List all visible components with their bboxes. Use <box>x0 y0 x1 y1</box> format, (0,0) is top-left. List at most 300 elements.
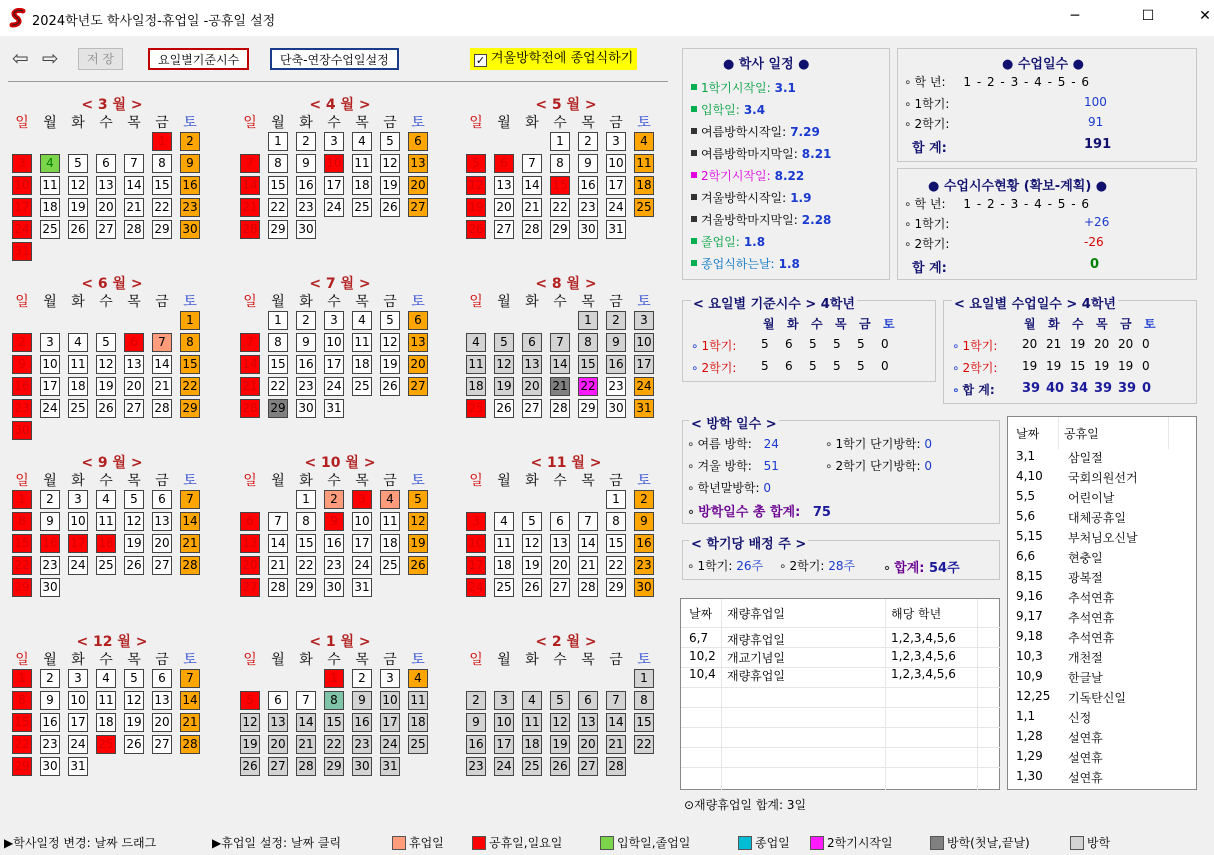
day-cell[interactable]: 18 <box>96 534 116 553</box>
day-cell[interactable]: 14 <box>124 176 144 195</box>
day-cell[interactable]: 14 <box>578 534 598 553</box>
day-cell[interactable]: 4 <box>522 691 542 710</box>
day-cell[interactable]: 1 <box>324 669 344 688</box>
day-cell[interactable]: 17 <box>12 198 32 217</box>
day-cell[interactable]: 15 <box>324 713 344 732</box>
day-cell[interactable]: 21 <box>268 556 288 575</box>
day-cell[interactable]: 5 <box>522 512 542 531</box>
day-cell[interactable]: 26 <box>96 399 116 418</box>
day-cell[interactable]: 24 <box>380 735 400 754</box>
day-cell[interactable]: 29 <box>152 220 172 239</box>
day-cell[interactable]: 21 <box>296 735 316 754</box>
day-cell[interactable]: 26 <box>124 556 144 575</box>
day-cell[interactable]: 24 <box>40 399 60 418</box>
day-cell[interactable]: 17 <box>494 735 514 754</box>
day-cell[interactable]: 23 <box>606 377 626 396</box>
day-cell[interactable]: 9 <box>40 691 60 710</box>
day-cell[interactable]: 15 <box>268 355 288 374</box>
day-cell[interactable]: 1 <box>180 311 200 330</box>
day-cell[interactable]: 30 <box>296 399 316 418</box>
day-cell[interactable]: 28 <box>240 220 260 239</box>
save-button[interactable]: 저 장 <box>78 48 123 70</box>
day-cell[interactable]: 12 <box>380 154 400 173</box>
day-cell[interactable]: 13 <box>408 333 428 352</box>
day-cell[interactable]: 9 <box>12 355 32 374</box>
day-cell[interactable]: 16 <box>578 176 598 195</box>
day-cell[interactable]: 7 <box>180 490 200 509</box>
day-cell[interactable]: 30 <box>12 421 32 440</box>
day-cell[interactable]: 17 <box>606 176 626 195</box>
day-cell[interactable]: 7 <box>240 154 260 173</box>
day-cell[interactable]: 3 <box>324 132 344 151</box>
day-cell[interactable]: 20 <box>550 556 570 575</box>
day-cell[interactable]: 15 <box>12 713 32 732</box>
day-cell[interactable]: 7 <box>296 691 316 710</box>
day-cell[interactable]: 10 <box>352 512 372 531</box>
day-cell[interactable]: 21 <box>152 377 172 396</box>
day-cell[interactable]: 9 <box>296 154 316 173</box>
day-cell[interactable]: 18 <box>352 176 372 195</box>
day-cell[interactable]: 10 <box>380 691 400 710</box>
day-cell[interactable]: 12 <box>408 512 428 531</box>
checkbox-box[interactable]: ✓ <box>475 54 486 67</box>
day-cell[interactable]: 28 <box>268 578 288 597</box>
day-cell[interactable]: 30 <box>40 757 60 776</box>
day-cell[interactable]: 19 <box>466 198 486 217</box>
day-cell[interactable]: 27 <box>494 220 514 239</box>
day-cell[interactable]: 18 <box>494 556 514 575</box>
day-cell[interactable]: 2 <box>40 669 60 688</box>
day-cell[interactable]: 2 <box>12 333 32 352</box>
day-cell[interactable]: 11 <box>380 512 400 531</box>
day-cell[interactable]: 25 <box>40 220 60 239</box>
day-cell[interactable]: 29 <box>606 578 626 597</box>
day-cell[interactable]: 27 <box>96 220 116 239</box>
day-cell[interactable]: 6 <box>408 311 428 330</box>
day-cell[interactable]: 28 <box>240 399 260 418</box>
day-cell[interactable]: 24 <box>324 377 344 396</box>
day-cell[interactable]: 14 <box>240 355 260 374</box>
day-cell[interactable]: 2 <box>466 691 486 710</box>
day-cell[interactable]: 28 <box>578 578 598 597</box>
day-cell[interactable]: 8 <box>268 333 288 352</box>
day-cell[interactable]: 16 <box>352 713 372 732</box>
minimize-button[interactable]: ─ <box>1070 8 1080 24</box>
day-cell[interactable]: 22 <box>324 735 344 754</box>
day-cell[interactable]: 17 <box>352 534 372 553</box>
day-cell[interactable]: 22 <box>268 198 288 217</box>
day-cell[interactable]: 19 <box>124 713 144 732</box>
day-cell[interactable]: 10 <box>324 154 344 173</box>
day-cell[interactable]: 3 <box>380 669 400 688</box>
day-cell[interactable]: 22 <box>180 377 200 396</box>
day-cell[interactable]: 18 <box>40 198 60 217</box>
day-cell[interactable]: 14 <box>268 534 288 553</box>
day-cell[interactable]: 24 <box>68 735 88 754</box>
day-cell[interactable]: 8 <box>606 512 626 531</box>
day-cell[interactable]: 4 <box>408 669 428 688</box>
day-cell[interactable]: 31 <box>380 757 400 776</box>
day-cell[interactable]: 27 <box>152 735 172 754</box>
day-cell[interactable]: 10 <box>68 691 88 710</box>
day-cell[interactable]: 8 <box>578 333 598 352</box>
day-cell[interactable]: 4 <box>96 490 116 509</box>
day-cell[interactable]: 29 <box>12 757 32 776</box>
day-cell[interactable]: 6 <box>494 154 514 173</box>
day-cell[interactable]: 4 <box>352 311 372 330</box>
day-cell[interactable]: 11 <box>466 355 486 374</box>
day-cell[interactable]: 20 <box>494 198 514 217</box>
day-cell[interactable]: 22 <box>578 377 598 396</box>
day-cell[interactable]: 28 <box>152 399 172 418</box>
day-cell[interactable]: 1 <box>578 311 598 330</box>
day-cell[interactable]: 11 <box>40 176 60 195</box>
day-cell[interactable]: 31 <box>352 578 372 597</box>
day-cell[interactable]: 15 <box>550 176 570 195</box>
day-cell[interactable]: 12 <box>380 333 400 352</box>
day-cell[interactable]: 4 <box>40 154 60 173</box>
day-cell[interactable]: 16 <box>40 713 60 732</box>
day-cell[interactable]: 18 <box>522 735 542 754</box>
day-cell[interactable]: 2 <box>296 132 316 151</box>
day-cell[interactable]: 16 <box>40 534 60 553</box>
day-cell[interactable]: 30 <box>352 757 372 776</box>
day-cell[interactable]: 4 <box>380 490 400 509</box>
day-cell[interactable]: 29 <box>324 757 344 776</box>
day-cell[interactable]: 14 <box>606 713 626 732</box>
day-cell[interactable]: 25 <box>352 377 372 396</box>
day-cell[interactable]: 9 <box>296 333 316 352</box>
day-cell[interactable]: 18 <box>68 377 88 396</box>
day-cell[interactable]: 6 <box>124 333 144 352</box>
day-cell[interactable]: 17 <box>466 556 486 575</box>
day-cell[interactable]: 4 <box>96 669 116 688</box>
day-cell[interactable]: 12 <box>96 355 116 374</box>
day-cell[interactable]: 2 <box>324 490 344 509</box>
day-cell[interactable]: 5 <box>68 154 88 173</box>
day-cell[interactable]: 5 <box>380 132 400 151</box>
day-cell[interactable]: 22 <box>296 556 316 575</box>
day-cell[interactable]: 28 <box>606 757 626 776</box>
day-cell[interactable]: 24 <box>324 198 344 217</box>
day-cell[interactable]: 9 <box>352 691 372 710</box>
day-cell[interactable]: 29 <box>550 220 570 239</box>
day-cell[interactable]: 15 <box>634 713 654 732</box>
day-cell[interactable]: 16 <box>634 534 654 553</box>
day-cell[interactable]: 2 <box>40 490 60 509</box>
day-cell[interactable]: 13 <box>522 355 542 374</box>
day-cell[interactable]: 27 <box>522 399 542 418</box>
day-cell[interactable]: 21 <box>180 534 200 553</box>
day-cell[interactable]: 31 <box>324 399 344 418</box>
day-cell[interactable]: 13 <box>124 355 144 374</box>
day-cell[interactable]: 1 <box>296 490 316 509</box>
day-cell[interactable]: 7 <box>550 333 570 352</box>
day-cell[interactable]: 10 <box>324 333 344 352</box>
day-cell[interactable]: 19 <box>494 377 514 396</box>
day-cell[interactable]: 13 <box>494 176 514 195</box>
day-cell[interactable]: 2 <box>180 132 200 151</box>
day-cell[interactable]: 31 <box>634 399 654 418</box>
day-cell[interactable]: 22 <box>634 735 654 754</box>
day-cell[interactable]: 20 <box>152 713 172 732</box>
day-cell[interactable]: 30 <box>606 399 626 418</box>
day-cell[interactable]: 20 <box>522 377 542 396</box>
day-cell[interactable]: 26 <box>494 399 514 418</box>
day-cell[interactable]: 24 <box>494 757 514 776</box>
day-cell[interactable]: 27 <box>240 578 260 597</box>
day-cell[interactable]: 25 <box>68 399 88 418</box>
day-cell[interactable]: 26 <box>124 735 144 754</box>
day-cell[interactable]: 20 <box>96 198 116 217</box>
day-cell[interactable]: 13 <box>550 534 570 553</box>
day-cell[interactable]: 15 <box>578 355 598 374</box>
day-cell[interactable]: 30 <box>296 220 316 239</box>
day-cell[interactable]: 2 <box>578 132 598 151</box>
day-cell[interactable]: 4 <box>68 333 88 352</box>
day-cell[interactable]: 5 <box>408 490 428 509</box>
day-cell[interactable]: 27 <box>408 198 428 217</box>
day-cell[interactable]: 23 <box>40 735 60 754</box>
day-cell[interactable]: 30 <box>634 578 654 597</box>
day-cell[interactable]: 19 <box>380 176 400 195</box>
day-cell[interactable]: 18 <box>466 377 486 396</box>
day-cell[interactable]: 15 <box>296 534 316 553</box>
day-cell[interactable]: 11 <box>352 154 372 173</box>
day-cell[interactable]: 27 <box>268 757 288 776</box>
day-cell[interactable]: 8 <box>152 154 172 173</box>
day-cell[interactable]: 9 <box>324 512 344 531</box>
day-cell[interactable]: 24 <box>12 220 32 239</box>
day-cell[interactable]: 18 <box>96 713 116 732</box>
day-cell[interactable]: 3 <box>68 669 88 688</box>
day-cell[interactable]: 27 <box>124 399 144 418</box>
day-cell[interactable]: 13 <box>152 512 172 531</box>
day-cell[interactable]: 10 <box>40 355 60 374</box>
day-cell[interactable]: 3 <box>324 311 344 330</box>
day-cell[interactable]: 21 <box>124 198 144 217</box>
day-cell[interactable]: 12 <box>240 713 260 732</box>
day-cell[interactable]: 4 <box>634 132 654 151</box>
day-cell[interactable]: 28 <box>180 556 200 575</box>
day-cell[interactable]: 26 <box>240 757 260 776</box>
day-cell[interactable]: 3 <box>606 132 626 151</box>
day-cell[interactable]: 7 <box>268 512 288 531</box>
day-cell[interactable]: 8 <box>550 154 570 173</box>
day-cell[interactable]: 3 <box>634 311 654 330</box>
day-cell[interactable]: 28 <box>522 220 542 239</box>
day-cell[interactable]: 21 <box>240 377 260 396</box>
day-cell[interactable]: 15 <box>152 176 172 195</box>
day-hours-button[interactable]: 요일별기준시수 <box>148 48 249 70</box>
day-cell[interactable]: 29 <box>578 399 598 418</box>
day-cell[interactable]: 27 <box>578 757 598 776</box>
day-cell[interactable]: 12 <box>494 355 514 374</box>
day-cell[interactable]: 8 <box>324 691 344 710</box>
discretionary-table[interactable] <box>680 598 1000 790</box>
holiday-table[interactable] <box>1007 416 1197 790</box>
day-cell[interactable]: 17 <box>324 355 344 374</box>
day-cell[interactable]: 5 <box>380 311 400 330</box>
day-cell[interactable]: 16 <box>12 377 32 396</box>
day-cell[interactable]: 11 <box>352 333 372 352</box>
day-cell[interactable]: 8 <box>12 512 32 531</box>
closing-ceremony-checkbox[interactable] <box>470 48 637 70</box>
day-cell[interactable]: 17 <box>324 176 344 195</box>
day-cell[interactable]: 12 <box>124 691 144 710</box>
day-cell[interactable]: 21 <box>522 198 542 217</box>
day-cell[interactable]: 4 <box>466 333 486 352</box>
day-cell[interactable]: 7 <box>578 512 598 531</box>
day-cell[interactable]: 22 <box>12 735 32 754</box>
day-cell[interactable]: 19 <box>124 534 144 553</box>
day-cell[interactable]: 10 <box>606 154 626 173</box>
day-cell[interactable]: 1 <box>550 132 570 151</box>
day-cell[interactable]: 24 <box>634 377 654 396</box>
close-button[interactable]: ✕ <box>1199 8 1211 24</box>
day-cell[interactable]: 27 <box>550 578 570 597</box>
day-cell[interactable]: 17 <box>68 534 88 553</box>
day-cell[interactable]: 12 <box>522 534 542 553</box>
day-cell[interactable]: 24 <box>352 556 372 575</box>
day-cell[interactable]: 15 <box>606 534 626 553</box>
day-cell[interactable]: 10 <box>634 333 654 352</box>
back-arrow-icon[interactable]: ⇦ <box>12 46 29 70</box>
day-cell[interactable]: 12 <box>550 713 570 732</box>
day-cell[interactable]: 23 <box>40 556 60 575</box>
day-cell[interactable]: 27 <box>408 377 428 396</box>
day-cell[interactable]: 21 <box>180 713 200 732</box>
day-cell[interactable]: 24 <box>606 198 626 217</box>
day-cell[interactable]: 5 <box>124 669 144 688</box>
day-cell[interactable]: 18 <box>352 355 372 374</box>
day-cell[interactable]: 28 <box>180 735 200 754</box>
day-cell[interactable]: 17 <box>68 713 88 732</box>
day-cell[interactable]: 30 <box>324 578 344 597</box>
day-cell[interactable]: 18 <box>634 176 654 195</box>
day-cell[interactable]: 16 <box>296 355 316 374</box>
day-cell[interactable]: 12 <box>68 176 88 195</box>
day-cell[interactable]: 14 <box>180 512 200 531</box>
day-cell[interactable]: 20 <box>124 377 144 396</box>
day-cell[interactable]: 1 <box>606 490 626 509</box>
day-cell[interactable]: 29 <box>268 220 288 239</box>
day-cell[interactable]: 14 <box>240 176 260 195</box>
day-cell[interactable]: 8 <box>12 691 32 710</box>
day-cell[interactable]: 23 <box>352 735 372 754</box>
day-cell[interactable]: 24 <box>466 578 486 597</box>
day-cell[interactable]: 19 <box>96 377 116 396</box>
day-cell[interactable]: 20 <box>408 176 428 195</box>
day-cell[interactable]: 23 <box>296 377 316 396</box>
day-cell[interactable]: 1 <box>268 132 288 151</box>
day-cell[interactable]: 9 <box>180 154 200 173</box>
day-cell[interactable]: 19 <box>240 735 260 754</box>
day-cell[interactable]: 28 <box>550 399 570 418</box>
day-cell[interactable]: 14 <box>152 355 172 374</box>
day-cell[interactable]: 16 <box>296 176 316 195</box>
forward-arrow-icon[interactable]: ⇨ <box>42 46 59 70</box>
day-cell[interactable]: 22 <box>268 377 288 396</box>
day-cell[interactable]: 22 <box>550 198 570 217</box>
day-cell[interactable]: 8 <box>180 333 200 352</box>
day-cell[interactable]: 3 <box>40 333 60 352</box>
day-cell[interactable]: 13 <box>240 534 260 553</box>
day-cell[interactable]: 31 <box>12 242 32 261</box>
day-cell[interactable]: 9 <box>634 512 654 531</box>
day-cell[interactable]: 19 <box>380 355 400 374</box>
day-cell[interactable]: 6 <box>550 512 570 531</box>
day-cell[interactable]: 6 <box>152 490 172 509</box>
day-cell[interactable]: 5 <box>96 333 116 352</box>
day-cell[interactable]: 21 <box>606 735 626 754</box>
day-cell[interactable]: 30 <box>180 220 200 239</box>
day-cell[interactable]: 17 <box>380 713 400 732</box>
day-cell[interactable]: 23 <box>180 198 200 217</box>
day-cell[interactable]: 4 <box>494 512 514 531</box>
day-cell[interactable]: 6 <box>578 691 598 710</box>
day-cell[interactable]: 19 <box>68 198 88 217</box>
day-cell[interactable]: 16 <box>324 534 344 553</box>
day-cell[interactable]: 1 <box>268 311 288 330</box>
day-cell[interactable]: 2 <box>634 490 654 509</box>
day-cell[interactable]: 3 <box>466 512 486 531</box>
day-cell[interactable]: 14 <box>550 355 570 374</box>
day-cell[interactable]: 19 <box>550 735 570 754</box>
day-cell[interactable]: 8 <box>634 691 654 710</box>
maximize-button[interactable]: ☐ <box>1141 8 1155 24</box>
day-cell[interactable]: 15 <box>12 534 32 553</box>
day-cell[interactable]: 4 <box>352 132 372 151</box>
day-cell[interactable]: 1 <box>12 490 32 509</box>
day-cell[interactable]: 12 <box>466 176 486 195</box>
day-cell[interactable]: 6 <box>522 333 542 352</box>
day-cell[interactable]: 5 <box>124 490 144 509</box>
day-cell[interactable]: 22 <box>12 556 32 575</box>
day-cell[interactable]: 13 <box>152 691 172 710</box>
day-cell[interactable]: 31 <box>68 757 88 776</box>
day-cell[interactable]: 26 <box>522 578 542 597</box>
day-cell[interactable]: 25 <box>634 198 654 217</box>
day-cell[interactable]: 24 <box>68 556 88 575</box>
day-cell[interactable]: 30 <box>578 220 598 239</box>
day-cell[interactable]: 3 <box>494 691 514 710</box>
day-cell[interactable]: 25 <box>380 556 400 575</box>
day-cell[interactable]: 9 <box>466 713 486 732</box>
day-cell[interactable]: 26 <box>68 220 88 239</box>
day-cell[interactable]: 13 <box>578 713 598 732</box>
day-cell[interactable]: 23 <box>296 198 316 217</box>
day-cell[interactable]: 26 <box>408 556 428 575</box>
day-cell[interactable]: 16 <box>606 355 626 374</box>
day-cell[interactable]: 13 <box>268 713 288 732</box>
day-cell[interactable]: 29 <box>12 578 32 597</box>
day-cell[interactable]: 25 <box>466 399 486 418</box>
day-cell[interactable]: 6 <box>240 512 260 531</box>
day-cell[interactable]: 10 <box>68 512 88 531</box>
day-cell[interactable]: 3 <box>12 154 32 173</box>
day-cell[interactable]: 1 <box>152 132 172 151</box>
day-cell[interactable]: 3 <box>68 490 88 509</box>
day-cell[interactable]: 6 <box>96 154 116 173</box>
day-cell[interactable]: 1 <box>12 669 32 688</box>
day-cell[interactable]: 29 <box>180 399 200 418</box>
day-cell[interactable]: 25 <box>352 198 372 217</box>
day-cell[interactable]: 26 <box>380 198 400 217</box>
day-cell[interactable]: 21 <box>578 556 598 575</box>
day-cell[interactable]: 16 <box>466 735 486 754</box>
day-cell[interactable]: 1 <box>634 669 654 688</box>
